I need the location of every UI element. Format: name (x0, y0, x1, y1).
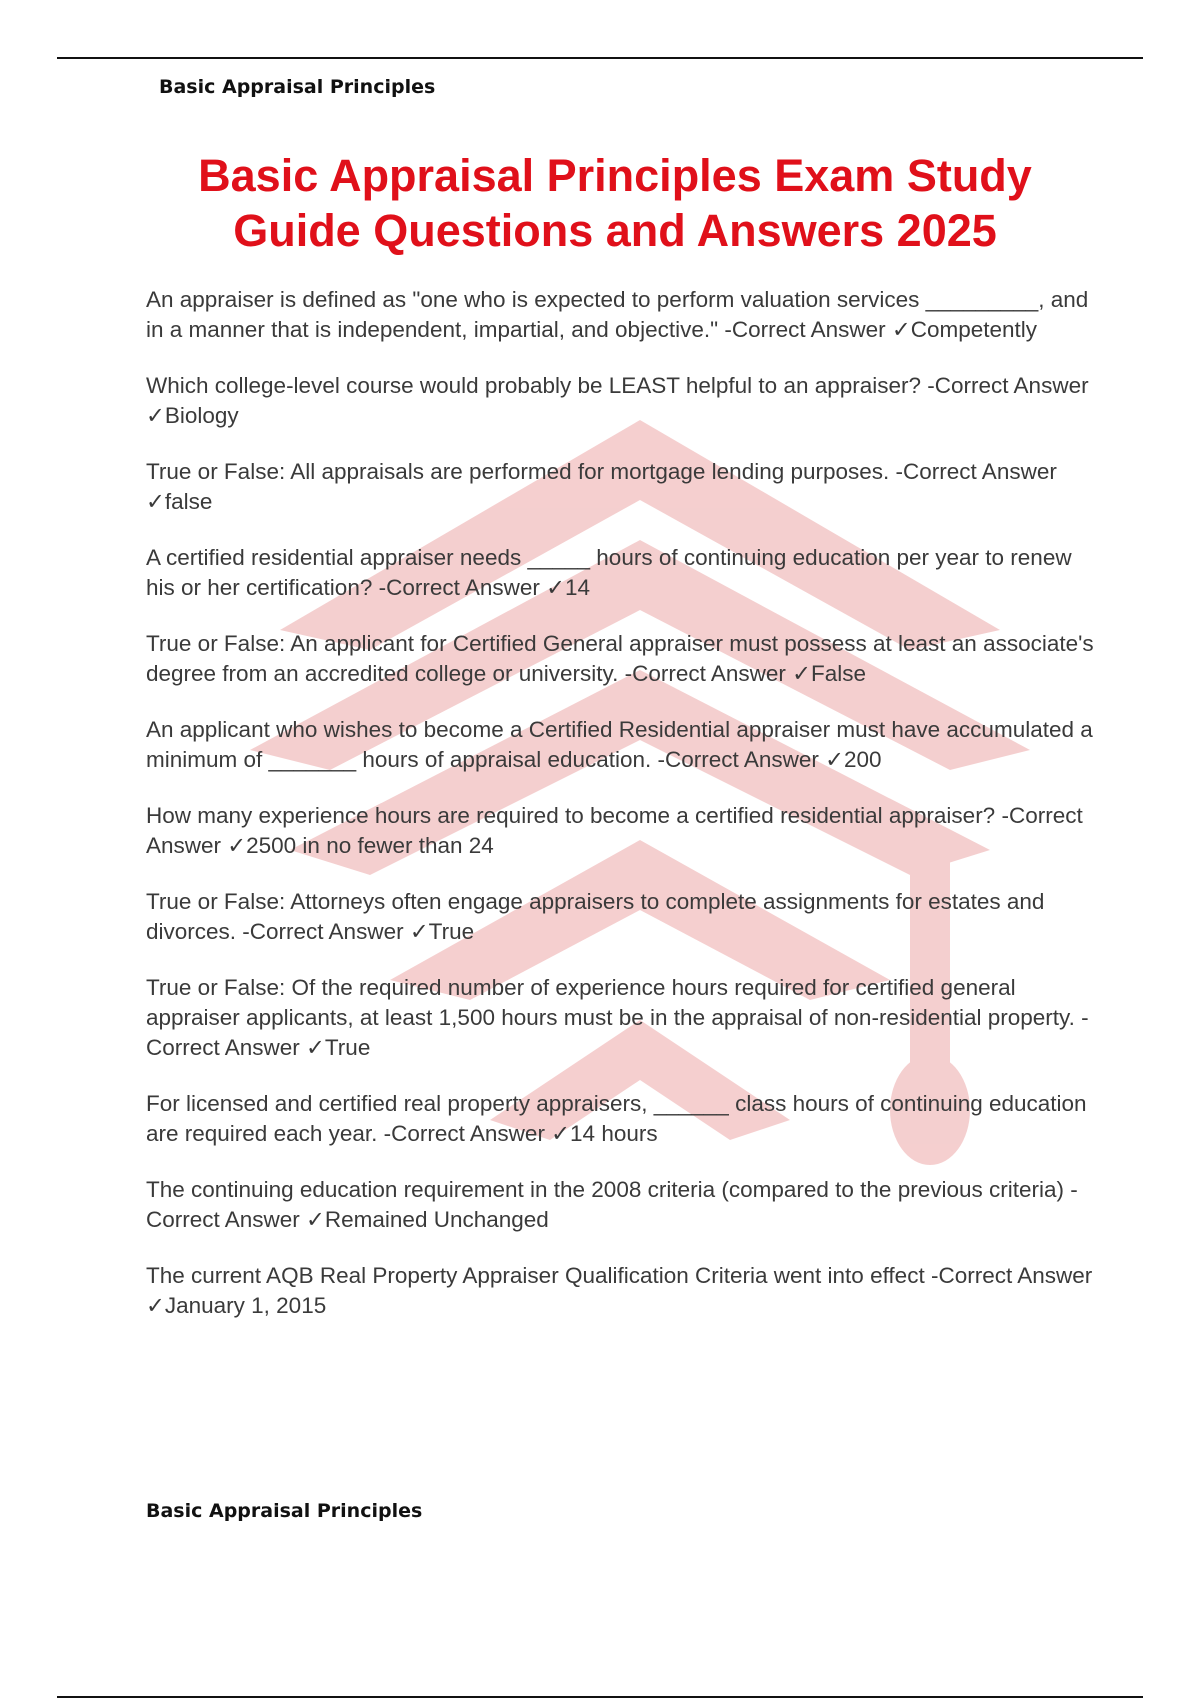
qa-item: The current AQB Real Property Appraiser Qualification Criteria went into effect -Correct Answer ✓January 1, 2015 (146, 1263, 1093, 1318)
page-title (120, 148, 1110, 258)
qa-item: For licensed and certified real property appraisers, ______ class hours of continuing education are required each year. -Correct Answer ✓14 hours (146, 1091, 1087, 1146)
qa-item: An applicant who wishes to become a Certified Residential appraiser must have accumulated a minimum of _______ hours of appraisal education. -Correct Answer ✓200 (146, 717, 1093, 772)
title-line-1: Basic Appraisal Principles Exam Study (198, 150, 1032, 201)
qa-item: True or False: Attorneys often engage appraisers to complete assignments for estates and divorces. -Correct Answer ✓True (146, 889, 1045, 944)
page-header: Basic Appraisal Principles (159, 76, 436, 98)
qa-item: True or False: Of the required number of experience hours required for certified general appraiser applicants, at least 1,500 hours must be in the appraisal of non-residential property. -Correct Answer ✓True (146, 975, 1089, 1060)
qa-item: True or False: An applicant for Certified General appraiser must possess at least an associate's degree from an accredited college or university. -Correct Answer ✓False (146, 631, 1094, 686)
qa-item: The continuing education requirement in the 2008 criteria (compared to the previous criteria) -Correct Answer ✓Remained Unchanged (146, 1177, 1078, 1232)
page-footer: Basic Appraisal Principles (146, 1500, 423, 1522)
title-line-2: Guide Questions and Answers 2025 (233, 205, 997, 256)
bottom-rule (57, 1696, 1143, 1698)
qa-item: A certified residential appraiser needs _____ hours of continuing education per year to renew his or her certification? -Correct Answer ✓14 (146, 545, 1072, 600)
qa-item: Which college-level course would probably be LEAST helpful to an appraiser? -Correct Answer ✓Biology (146, 373, 1089, 428)
qa-item: An appraiser is defined as "one who is expected to perform valuation services _________, and in a manner that is independent, impartial, and objective." -Correct Answer ✓Competently (146, 287, 1089, 342)
qa-list (146, 285, 1106, 1347)
qa-item: True or False: All appraisals are performed for mortgage lending purposes. -Correct Answer ✓false (146, 459, 1057, 514)
qa-item: How many experience hours are required to become a certified residential appraiser? -Correct Answer ✓2500 in no fewer than 24 (146, 803, 1083, 858)
top-rule (57, 57, 1143, 59)
